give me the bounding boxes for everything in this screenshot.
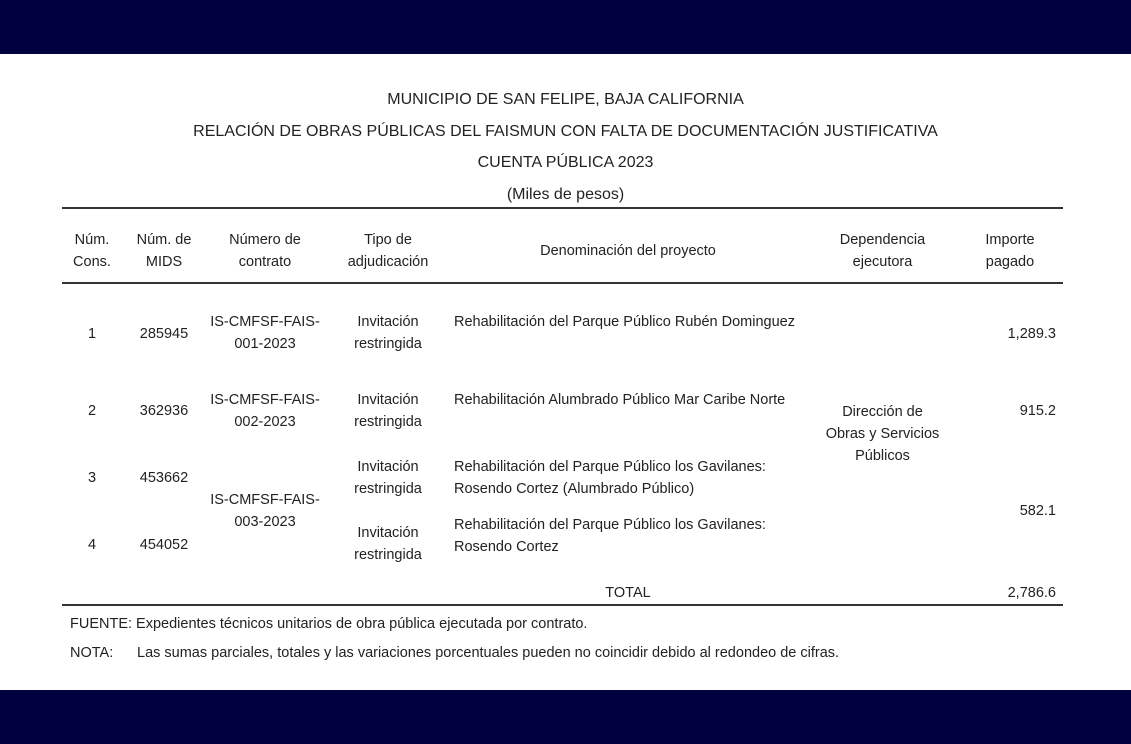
header-text: Cons. bbox=[73, 254, 111, 270]
header-text: Núm. bbox=[74, 232, 110, 248]
cell-num: 3 bbox=[87, 470, 97, 486]
tipo-text: restringida bbox=[354, 414, 422, 430]
total-value: 2,786.6 bbox=[1007, 585, 1056, 601]
cell-tipo bbox=[333, 389, 443, 433]
header-text: ejecutora bbox=[852, 254, 913, 270]
cell-tipo bbox=[333, 456, 443, 500]
top-band bbox=[0, 0, 1131, 54]
dependencia-text: Dirección de bbox=[842, 404, 923, 420]
cell-importe: 582.1 bbox=[1019, 503, 1056, 519]
header-text: adjudicación bbox=[347, 254, 429, 270]
footnote-nota-label: NOTA: bbox=[70, 645, 114, 661]
header-text: Importe bbox=[985, 232, 1035, 248]
cell-tipo bbox=[333, 311, 443, 355]
header-text: MIDS bbox=[145, 254, 183, 270]
header-text: contrato bbox=[238, 254, 292, 270]
title-municipio: MUNICIPIO DE SAN FELIPE, BAJA CALIFORNIA bbox=[387, 91, 744, 108]
header-tipo bbox=[333, 229, 443, 273]
cell-proyecto: Rehabilitación Alumbrado Público Mar Caribe Norte bbox=[454, 392, 786, 408]
header-num-mids bbox=[124, 229, 204, 273]
contrato-text: 001-2023 bbox=[234, 336, 296, 352]
cell-dependencia bbox=[810, 401, 955, 467]
footnote-nota: Las sumas parciales, totales y las variaciones porcentuales pueden no coincidir debido al redondeo de cifras. bbox=[137, 645, 840, 661]
header-text: Dependencia bbox=[839, 232, 926, 248]
tipo-text: restringida bbox=[354, 481, 422, 497]
tipo-text: restringida bbox=[354, 547, 422, 563]
contrato-text: IS-CMFSF-FAIS- bbox=[210, 314, 320, 330]
cell-contrato bbox=[205, 489, 325, 533]
contrato-text: 002-2023 bbox=[234, 414, 296, 430]
header-text: Número de bbox=[229, 232, 301, 248]
tipo-text: Invitación bbox=[357, 314, 419, 330]
cell-mids: 362936 bbox=[139, 403, 189, 419]
tipo-text: Invitación bbox=[357, 525, 419, 541]
tipo-text: Invitación bbox=[357, 459, 419, 475]
contrato-text: IS-CMFSF-FAIS- bbox=[210, 392, 320, 408]
tipo-text: restringida bbox=[354, 336, 422, 352]
contrato-text: IS-CMFSF-FAIS- bbox=[210, 492, 320, 508]
cell-importe: 915.2 bbox=[1019, 403, 1056, 419]
header-importe bbox=[965, 229, 1055, 273]
tipo-text: Invitación bbox=[357, 392, 419, 408]
cell-mids: 285945 bbox=[139, 326, 189, 342]
cell-tipo bbox=[333, 522, 443, 566]
title-unidad: (Miles de pesos) bbox=[506, 186, 625, 203]
cell-mids: 454052 bbox=[139, 537, 189, 553]
total-label: TOTAL bbox=[605, 585, 651, 601]
cell-num: 2 bbox=[87, 403, 97, 419]
cell-proyecto: Rehabilitación del Parque Público los Gavilanes: Rosendo Cortez (Alumbrado Público) bbox=[454, 459, 766, 497]
cell-proyecto: Rehabilitación del Parque Público Rubén Dominguez bbox=[454, 314, 795, 330]
table-bottom-rule bbox=[62, 604, 1063, 606]
table-top-rule bbox=[62, 207, 1063, 209]
header-text: Tipo de bbox=[364, 232, 412, 248]
contrato-text: 003-2023 bbox=[234, 514, 296, 530]
cell-importe: 1,289.3 bbox=[1007, 326, 1056, 342]
title-relacion: RELACIÓN DE OBRAS PÚBLICAS DEL FAISMUN CON FALTA DE DOCUMENTACIÓN JUSTIFICATIVA bbox=[193, 123, 938, 140]
cell-num: 1 bbox=[87, 326, 97, 342]
header-num-cons bbox=[62, 229, 122, 273]
header-denominacion: Denominación del proyecto bbox=[540, 243, 716, 259]
dependencia-text: Públicos bbox=[855, 448, 910, 464]
cell-contrato bbox=[205, 311, 325, 355]
footnote-fuente: FUENTE: Expedientes técnicos unitarios de obra pública ejecutada por contrato. bbox=[70, 616, 588, 632]
header-contrato bbox=[205, 229, 325, 273]
header-dependencia bbox=[810, 229, 955, 273]
cell-proyecto: Rehabilitación del Parque Público los Gavilanes: Rosendo Cortez bbox=[454, 517, 766, 555]
header-text: pagado bbox=[985, 254, 1035, 270]
cell-mids: 453662 bbox=[139, 470, 189, 486]
bottom-band bbox=[0, 690, 1131, 744]
cell-num: 4 bbox=[87, 537, 97, 553]
dependencia-text: Obras y Servicios bbox=[825, 426, 940, 442]
header-bottom-rule bbox=[62, 282, 1063, 284]
header-text: Núm. de bbox=[136, 232, 192, 248]
cell-contrato bbox=[205, 389, 325, 433]
title-cuenta: CUENTA PÚBLICA 2023 bbox=[477, 154, 654, 171]
